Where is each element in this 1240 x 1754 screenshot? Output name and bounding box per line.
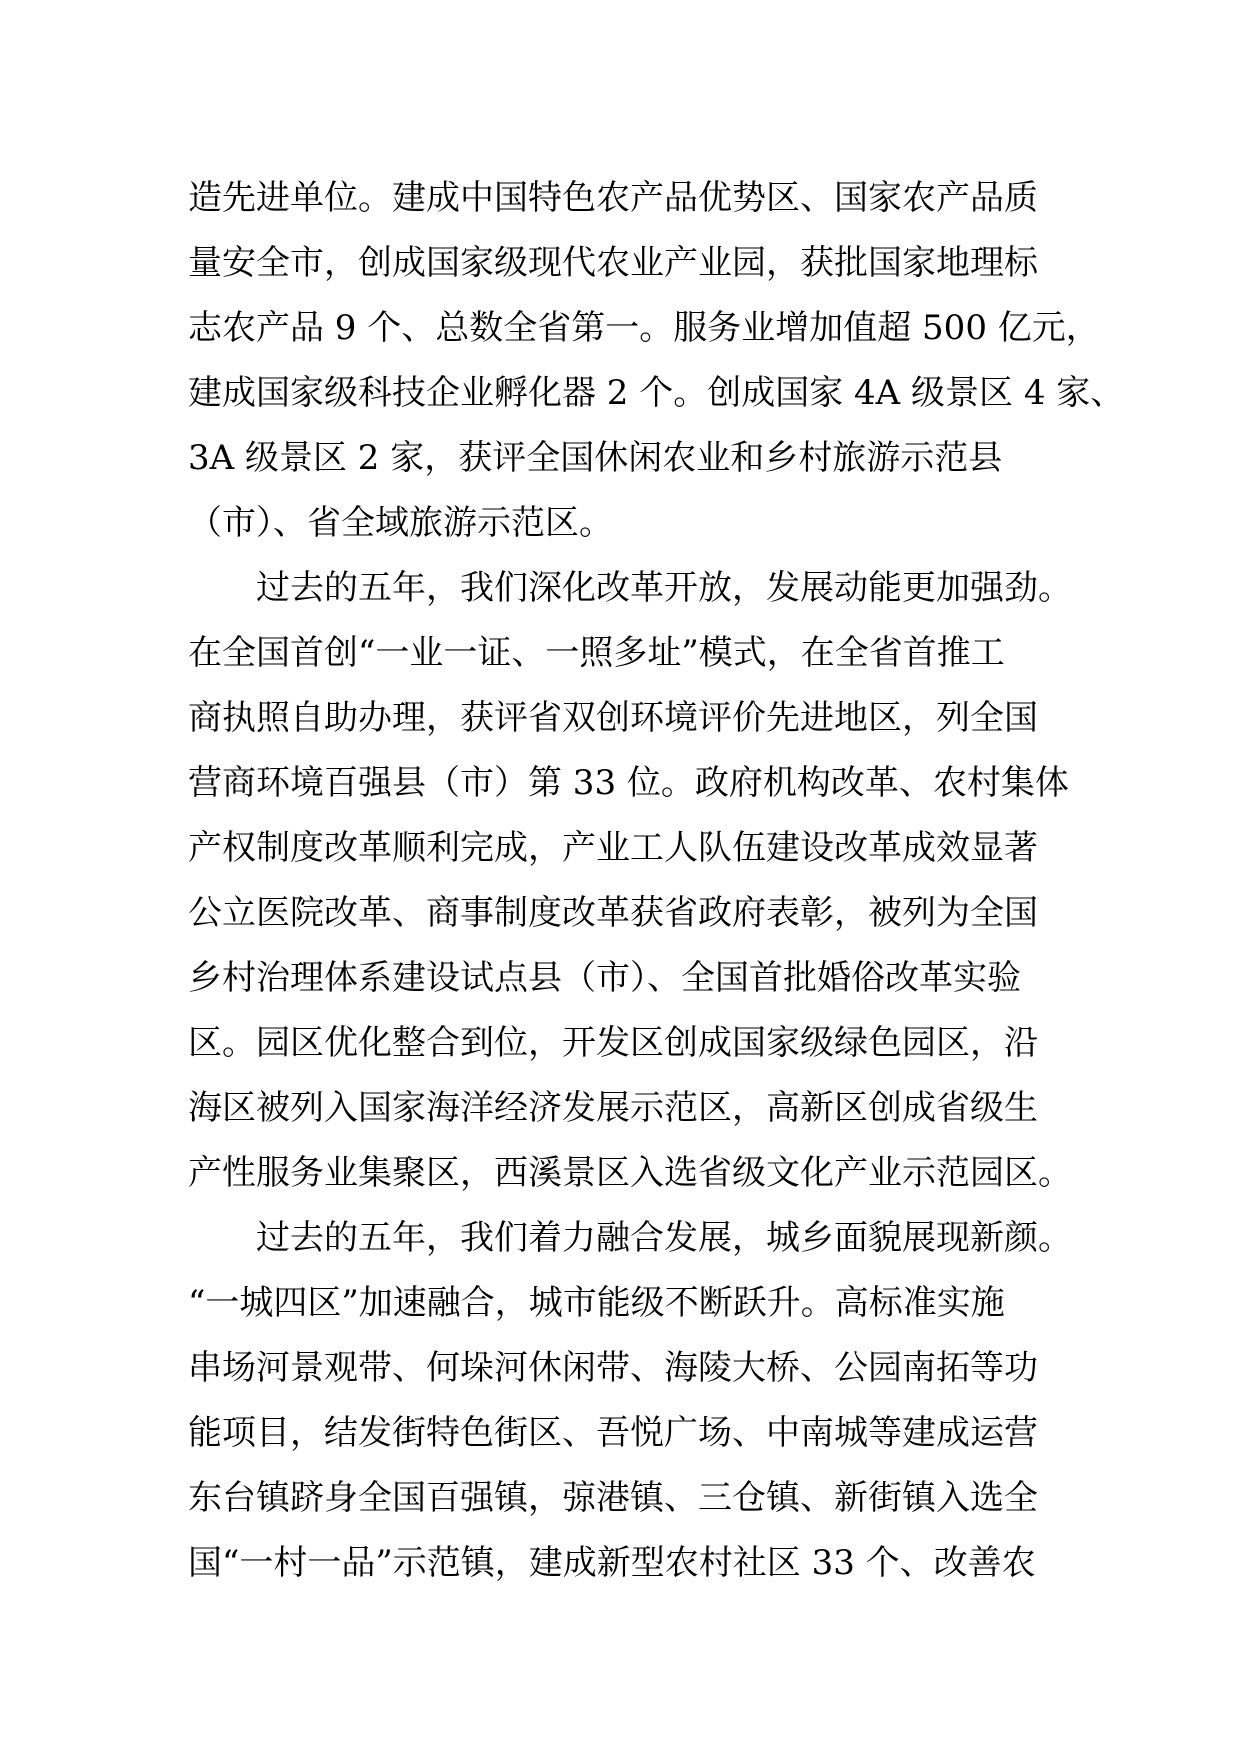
text-line-13: 乡村治理体系建设试点县（市）、全国首批婚俗改革实验 [188, 958, 1021, 998]
text-line-14: 区。园区优化整合到位，开发区创成国家级绿色园区，沿 [188, 1023, 1038, 1063]
text-line-17: 过去的五年，我们着力融合发展，城乡面貌展现新颜。 [188, 1218, 1072, 1258]
text-line-15: 海区被列入国家海洋经济发展示范区，高新区创成省级生 [188, 1088, 1038, 1128]
text-line-6: （市）、省全域旅游示范区。 [188, 503, 613, 543]
text-line-1: 造先进单位。建成中国特色农产品优势区、国家农产品质 [188, 178, 1038, 218]
text-line-7: 过去的五年，我们深化改革开放，发展动能更加强劲。 [188, 568, 1072, 608]
document-body-text [188, 166, 1125, 1596]
text-line-8: 在全国首创“一业一证、一照多址”模式，在全省首推工 [188, 633, 1005, 673]
text-line-20: 能项目，结发街特色街区、吾悦广场、中南城等建成运营 [188, 1413, 1038, 1453]
text-line-4: 建成国家级科技企业孵化器 2 个。创成国家 4A 级景区 4 家、 [188, 373, 1125, 413]
text-line-2: 量安全市，创成国家级现代农业产业园，获批国家地理标 [188, 243, 1038, 283]
text-line-12: 公立医院改革、商事制度改革获省政府表彰，被列为全国 [188, 893, 1038, 933]
text-line-21: 东台镇跻身全国百强镇，弶港镇、三仓镇、新街镇入选全 [188, 1478, 1038, 1518]
text-line-19: 串场河景观带、何垛河休闲带、海陵大桥、公园南拓等功 [188, 1348, 1038, 1388]
text-line-3: 志农产品 9 个、总数全省第一。服务业增加值超 500 亿元， [188, 308, 1100, 348]
text-line-18: “一城四区”加速融合，城市能级不断跃升。高标准实施 [188, 1283, 1005, 1323]
text-line-5: 3A 级景区 2 家，获评全国休闲农业和乡村旅游示范县 [188, 438, 1003, 478]
text-line-16: 产性服务业集聚区，西溪景区入选省级文化产业示范园区。 [188, 1153, 1072, 1193]
text-line-9: 商执照自助办理，获评省双创环境评价先进地区，列全国 [188, 698, 1038, 738]
text-line-11: 产权制度改革顺利完成，产业工人队伍建设改革成效显著 [188, 828, 1038, 868]
text-line-22: 国“一村一品”示范镇，建成新型农村社区 33 个、改善农 [188, 1543, 1036, 1583]
text-line-10: 营商环境百强县（市）第 33 位。政府机构改革、农村集体 [188, 763, 1069, 803]
